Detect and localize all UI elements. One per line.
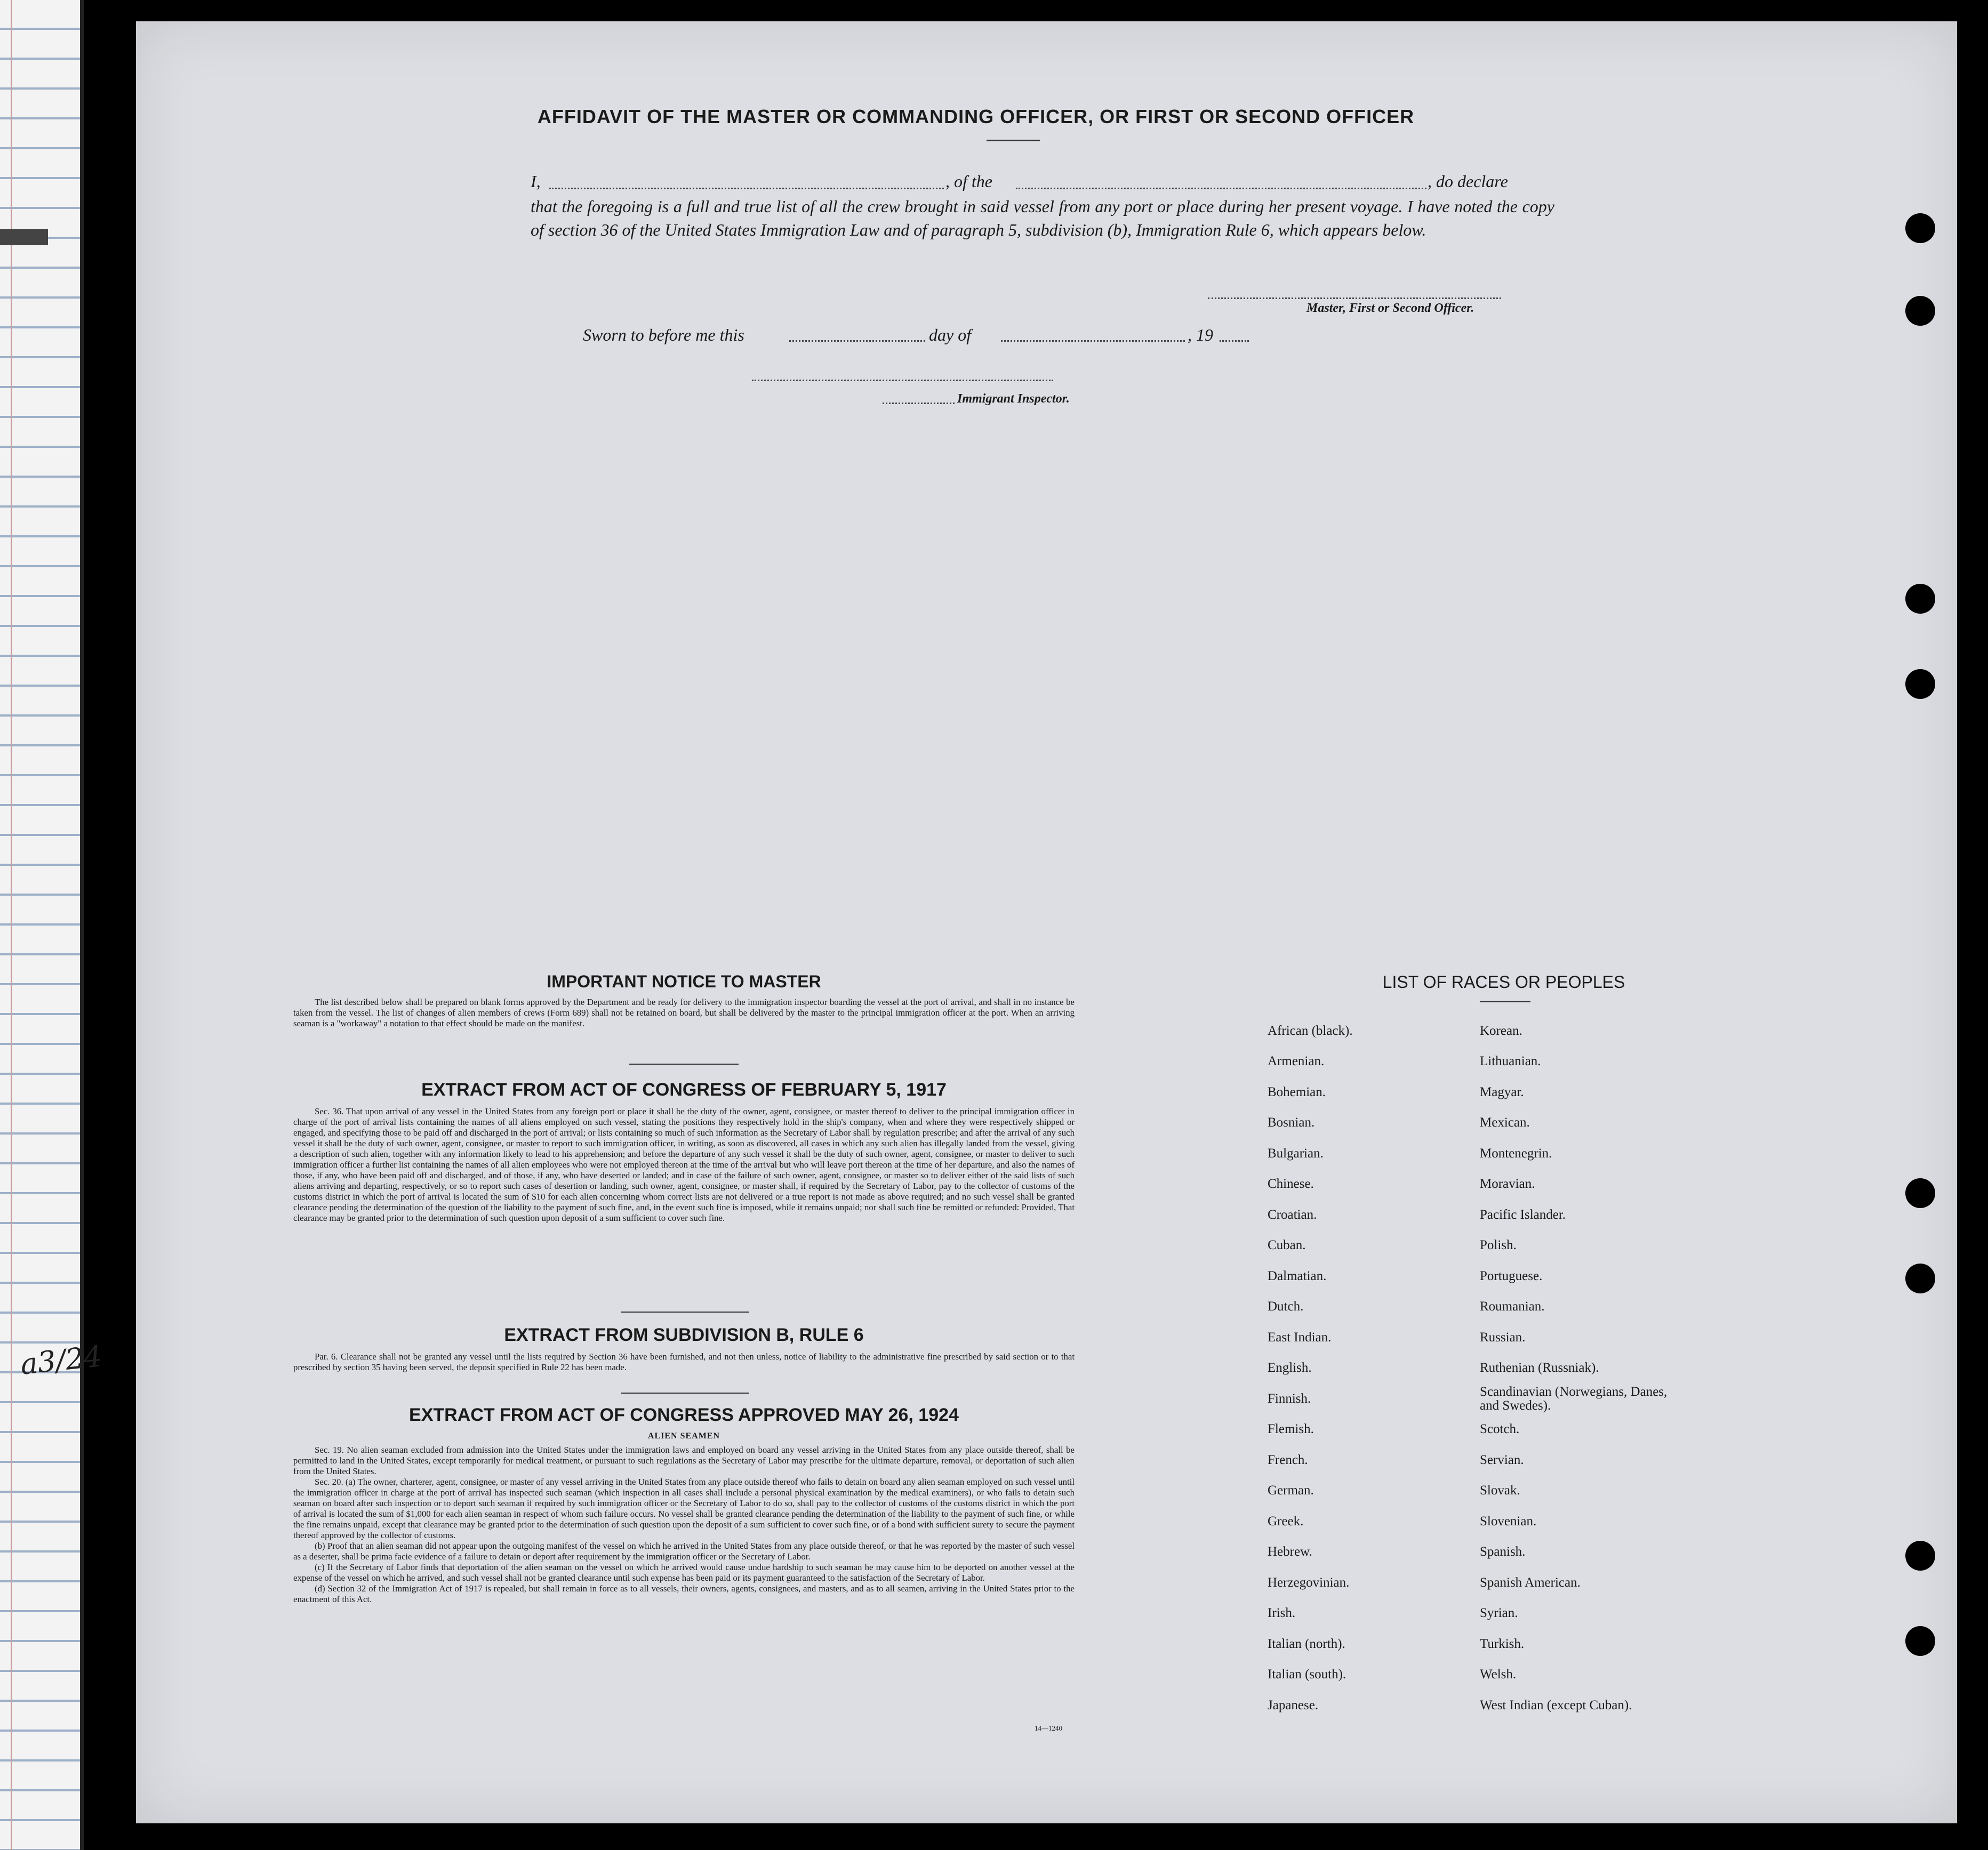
section-rule xyxy=(621,1393,749,1394)
race-item: Slovenian. xyxy=(1480,1514,1537,1529)
form-number: 14—1240 xyxy=(1035,1724,1062,1732)
sec-20c-paragraph: (c) If the Secretary of Labor finds that deportation of the alien seaman on the vessel on which he arrived would cause undue hardship to such seaman he may cause him to be deported on another vessel at the expense of the vessel on which he arrived, and such vessel shall not be granted clearance until such expense has been paid or its payment guaranteed to the satisfaction of the Secretary of Labor. xyxy=(293,1562,1075,1583)
notice-text xyxy=(293,997,1075,1029)
month-blank xyxy=(1001,340,1185,342)
race-item: Servian. xyxy=(1480,1453,1524,1467)
binder-hole xyxy=(1905,1264,1935,1293)
race-item: Finnish. xyxy=(1268,1391,1311,1406)
race-item: West Indian (except Cuban). xyxy=(1480,1698,1632,1712)
race-item: French. xyxy=(1268,1453,1308,1467)
inspector-signature-line xyxy=(752,380,1053,381)
binder-hole xyxy=(1905,213,1935,243)
extract-rule6-title: EXTRACT FROM SUBDIVISION B, RULE 6 xyxy=(504,1325,864,1345)
race-item: Portuguese. xyxy=(1480,1269,1543,1283)
race-item: English. xyxy=(1268,1361,1312,1375)
race-item: Herzegovinian. xyxy=(1268,1575,1350,1590)
race-item: Dutch. xyxy=(1268,1299,1304,1314)
race-item: African (black). xyxy=(1268,1024,1353,1038)
extract-1917-text xyxy=(293,1106,1075,1224)
binder-hole xyxy=(1905,1178,1935,1208)
race-item: Dalmatian. xyxy=(1268,1269,1327,1283)
inspector-caption: Immigrant Inspector. xyxy=(957,392,1070,406)
extract-1924-title: EXTRACT FROM ACT OF CONGRESS APPROVED MAY 26, 1924 xyxy=(409,1405,959,1425)
binder-hole xyxy=(1905,1541,1935,1571)
races-title: LIST OF RACES OR PEOPLES xyxy=(1382,972,1625,992)
race-item: Bohemian. xyxy=(1268,1085,1326,1099)
race-item: Welsh. xyxy=(1480,1667,1517,1682)
race-item: Bosnian. xyxy=(1268,1115,1315,1130)
race-item: Irish. xyxy=(1268,1606,1296,1620)
affidavit-line-start: I, xyxy=(531,172,541,191)
ledger-margin-line xyxy=(11,0,12,1850)
race-item: Greek. xyxy=(1268,1514,1304,1529)
race-item: Cuban. xyxy=(1268,1238,1306,1252)
race-item: Syrian. xyxy=(1480,1606,1518,1620)
section-rule xyxy=(629,1064,739,1065)
ledger-tab xyxy=(0,229,48,245)
extract-1924-text xyxy=(293,1445,1075,1605)
notice-paragraph: The list described below shall be prepared on blank forms approved by the Department and be ready for delivery to the immigration inspector boarding the vessel at the port of arrival, and shall in no instance be taken from the vessel. The list of changes of alien members of crews (Form 689) shall not be retained on board, but shall be delivered by the master to the principal immigration officer at the port. When an arriving seaman is a "workaway" a notation to that effect should be made on the manifest. xyxy=(293,997,1075,1028)
race-item: East Indian. xyxy=(1268,1330,1332,1345)
race-item: Spanish American. xyxy=(1480,1575,1581,1590)
race-item: Turkish. xyxy=(1480,1637,1525,1651)
affidavit-paragraph: that the foregoing is a full and true list of all the crew brought in said vessel from any port or place during her present voyage. I have noted the copy of section 36 of the United States Immigration Law and of paragraph 5, subdivision (b), Immigration Rule 6, which appears below. xyxy=(531,197,1554,239)
race-item: Bulgarian. xyxy=(1268,1146,1324,1161)
race-item: Croatian. xyxy=(1268,1208,1317,1222)
manifest-back-page xyxy=(136,21,1957,1823)
day-blank xyxy=(789,340,925,342)
binder-hole xyxy=(1905,584,1935,614)
race-item: Ruthenian (Russniak). xyxy=(1480,1361,1599,1375)
race-item: German. xyxy=(1268,1483,1314,1498)
race-item: Italian (south). xyxy=(1268,1667,1346,1682)
race-item: Polish. xyxy=(1480,1238,1517,1252)
race-item: Scandinavian (Norwegians, Danes, and Swedes). xyxy=(1480,1385,1668,1413)
race-item: Lithuanian. xyxy=(1480,1054,1541,1068)
affidavit-line-end: , do declare xyxy=(1428,172,1508,191)
race-item: Japanese. xyxy=(1268,1698,1319,1712)
year-blank xyxy=(1220,340,1249,342)
sec-19-paragraph: Sec. 19. No alien seaman excluded from admission into the United States under the immigration laws and employed on board any vessel arriving in the United States from any place outside thereof, shall be permitted to land in the United States, except temporarily for medical treatment, or pursuant to such regulations as the Secretary of Labor may prescribe for the ultimate departure, removal, or deportation of such alien from the United States. xyxy=(293,1445,1075,1476)
race-item: Chinese. xyxy=(1268,1177,1314,1191)
sworn-text: Sworn to before me this xyxy=(583,325,744,344)
affidavit-title: AFFIDAVIT OF THE MASTER OR COMMANDING OFFICER, OR FIRST OR SECOND OFFICER xyxy=(537,106,1415,127)
sworn-year: , 19 xyxy=(1188,325,1213,344)
alien-seamen-subtitle: ALIEN SEAMEN xyxy=(647,1431,720,1441)
title-rule xyxy=(987,140,1040,141)
race-item: Montenegrin. xyxy=(1480,1146,1552,1161)
sec-36-paragraph: Sec. 36. That upon arrival of any vessel in the United States from any foreign port or place it shall be the duty of the owner, agent, consignee, or master thereof to deliver to the principal immigration officer in charge of the port of arrival lists containing the names of all aliens employed on such vessel, stating the positions they respectively hold in the ship's company, when and where they were respectively shipped or engaged, and specifying those to be paid off and discharged in the port of arrival; or lists containing so much of such information as the Secretary of Labor shall by regulation prescribe; and after the arrival of any such vessel it shall be the duty of such owner, agent, consignee, or master to report to such immigration officer, in writing, as soon as discovered, all cases in which any such alien has illegally landed from the vessel, giving a description of such alien, together with any information likely to lead to his apprehension; and before the departure of any such vessel it shall be the duty of such owner, agent, consignee, or master to deliver to such immigration officer a further list containing the names of all alien employees who were not employed thereon at the time of the arrival but who will leave port thereon at the time of her departure, and also the names of those, if any, who have been paid off and discharged, and of those, if any, who have deserted or landed; and in case of the failure of such owner, agent, consignee, or master so to deliver either of the said lists of such aliens arriving and departing, respectively, or so to report such cases of desertion or landing, such owner, agent, consignee, or master shall, if required by the Secretary of Labor, pay to the collector of customs of the customs district in which the port of arrival is located the sum of $10 for each alien concerning whom correct lists are not delivered or a true report is not made as above required; and no such vessel shall be granted clearance pending the determination of the question of the liability to the payment of such fine, and, in the event such fine is imposed, while it remains unpaid; nor shall such fine be remitted or refunded: Provided, That clearance may be granted prior to the determination of such question upon deposit of a sum sufficient to cover such fine. xyxy=(293,1106,1075,1223)
race-item: Russian. xyxy=(1480,1330,1526,1345)
officer-signature-line xyxy=(1208,297,1501,299)
binder-hole xyxy=(1905,1626,1935,1656)
officer-signature-caption: Master, First or Second Officer. xyxy=(1306,301,1474,315)
race-item: Magyar. xyxy=(1480,1085,1524,1099)
adjacent-ledger-page xyxy=(0,0,84,1850)
section-rule xyxy=(621,1312,749,1313)
race-item: Scotch. xyxy=(1480,1422,1520,1436)
handwritten-margin-note: a3/24 xyxy=(19,1339,104,1381)
inspector-caption-leader xyxy=(883,403,955,404)
sec-20b-paragraph: (b) Proof that an alien seaman did not appear upon the outgoing manifest of the vessel on which he arrived in the United States from any place outside thereof, or that he was reported by the master of such vessel as a deserter, shall be prima facie evidence of a failure to detain or deport after requirement by the immigration officer or the Secretary of Labor. xyxy=(293,1541,1075,1562)
vessel-blank xyxy=(1016,188,1426,189)
race-item: Hebrew. xyxy=(1268,1545,1312,1559)
sworn-day-of: day of xyxy=(929,325,972,344)
name-blank xyxy=(549,188,944,189)
race-item: Flemish. xyxy=(1268,1422,1314,1436)
notice-title: IMPORTANT NOTICE TO MASTER xyxy=(547,972,821,991)
sec-20a-paragraph: Sec. 20. (a) The owner, charterer, agent, consignee, or master of any vessel arriving in the United States from any place outside thereof who fails to detain on board any alien seaman employed on such vessel until the immigration officer in charge at the port of arrival has inspected such seaman (which inspection in all cases shall include a personal physical examination by the medical examiners), or who fails to detain such seaman on board after such inspection or to deport such seaman if required by such immigration officer or the Secretary of Labor to do so, shall pay to the collector of customs of the customs district in which the port of arrival is located the sum of $1,000 for each alien seaman in respect of whom such failure occurs. No vessel shall be granted clearance pending the determination of the liability to the payment of such fine, or while the fine remains unpaid, except that clearance may be granted prior to the determination of such question upon the deposit of a sum sufficient to cover such fine, or of a bond with sufficient surety to secure the payment thereof approved by the collector of customs. xyxy=(293,1477,1075,1540)
extract-rule6-text xyxy=(293,1352,1075,1373)
race-item: Pacific Islander. xyxy=(1480,1208,1566,1222)
par-6-paragraph: Par. 6. Clearance shall not be granted any vessel until the lists required by Section 36 have been furnished, and not then unless, notice of liability to the administrative fine prescribed by said section or to that prescribed by section 35 having been served, the deposit specified in Rule 22 has been made. xyxy=(293,1352,1075,1372)
affidavit-line-mid: , of the xyxy=(945,172,992,191)
race-item: Moravian. xyxy=(1480,1177,1535,1191)
race-item: Spanish. xyxy=(1480,1545,1526,1559)
binder-hole xyxy=(1905,669,1935,699)
extract-1917-title: EXTRACT FROM ACT OF CONGRESS OF FEBRUARY 5, 1917 xyxy=(421,1080,947,1100)
binder-hole xyxy=(1905,296,1935,326)
race-item: Slovak. xyxy=(1480,1483,1520,1498)
race-item: Mexican. xyxy=(1480,1115,1530,1130)
sec-20d-paragraph: (d) Section 32 of the Immigration Act of 1917 is repealed, but shall remain in force as to all vessels, their owners, agents, consignees, and masters, and as to all seamen, arriving in the United States prior to the enactment of this Act. xyxy=(293,1583,1075,1604)
race-item: Italian (north). xyxy=(1268,1637,1345,1651)
race-item: Korean. xyxy=(1480,1024,1522,1038)
races-title-rule xyxy=(1480,1001,1530,1002)
race-item: Armenian. xyxy=(1268,1054,1325,1068)
race-item: Roumanian. xyxy=(1480,1299,1545,1314)
